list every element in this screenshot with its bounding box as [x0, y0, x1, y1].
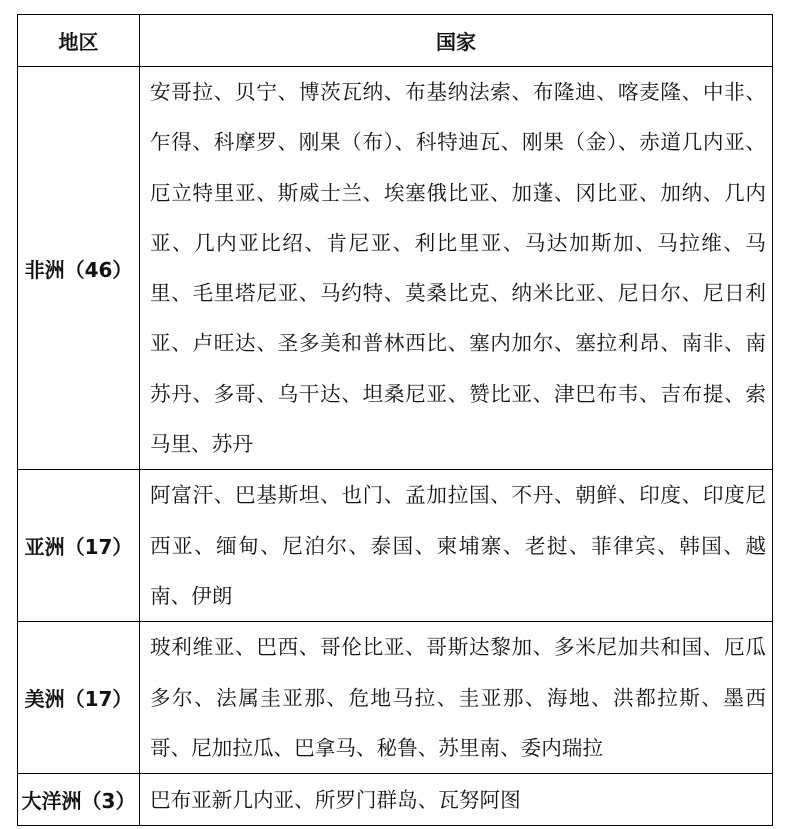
countries-cell-oceania: 巴布亚新几内亚、所罗门群岛、瓦努阿图 — [140, 774, 773, 826]
region-country-table — [17, 14, 773, 826]
region-cell-asia: 亚洲（17） — [18, 470, 140, 622]
table-row — [18, 774, 773, 826]
table-header-row — [18, 15, 773, 67]
region-cell-americas: 美洲（17） — [18, 622, 140, 774]
region-cell-africa: 非洲（46） — [18, 67, 140, 470]
header-countries: 国家 — [140, 15, 773, 67]
header-region: 地区 — [18, 15, 140, 67]
table-row — [18, 622, 773, 774]
countries-cell-americas: 玻利维亚、巴西、哥伦比亚、哥斯达黎加、多米尼加共和国、厄瓜多尔、法属圭亚那、危地马拉、圭亚那、海地、洪都拉斯、墨西哥、尼加拉瓜、巴拿马、秘鲁、苏里南、委内瑞拉 — [140, 622, 773, 774]
table-row — [18, 470, 773, 622]
region-cell-oceania: 大洋洲（3） — [18, 774, 140, 826]
countries-cell-africa: 安哥拉、贝宁、博茨瓦纳、布基纳法索、布隆迪、喀麦隆、中非、乍得、科摩罗、刚果（布）、科特迪瓦、刚果（金）、赤道几内亚、厄立特里亚、斯威士兰、埃塞俄比亚、加蓬、冈比亚、加纳、几内亚、几内亚比绍、肯尼亚、利比里亚、马达加斯加、马拉维、马里、毛里塔尼亚、马约特、莫桑比克、纳米比亚、尼日尔、尼日利亚、卢旺达、圣多美和普林西比、塞内加尔、塞拉利昂、南非、南苏丹、多哥、乌干达、坦桑尼亚、赞比亚、津巴布韦、吉布提、索马里、苏丹 — [140, 67, 773, 470]
table-row — [18, 67, 773, 470]
countries-cell-asia: 阿富汗、巴基斯坦、也门、孟加拉国、不丹、朝鲜、印度、印度尼西亚、缅甸、尼泊尔、泰国、柬埔寨、老挝、菲律宾、韩国、越南、伊朗 — [140, 470, 773, 622]
